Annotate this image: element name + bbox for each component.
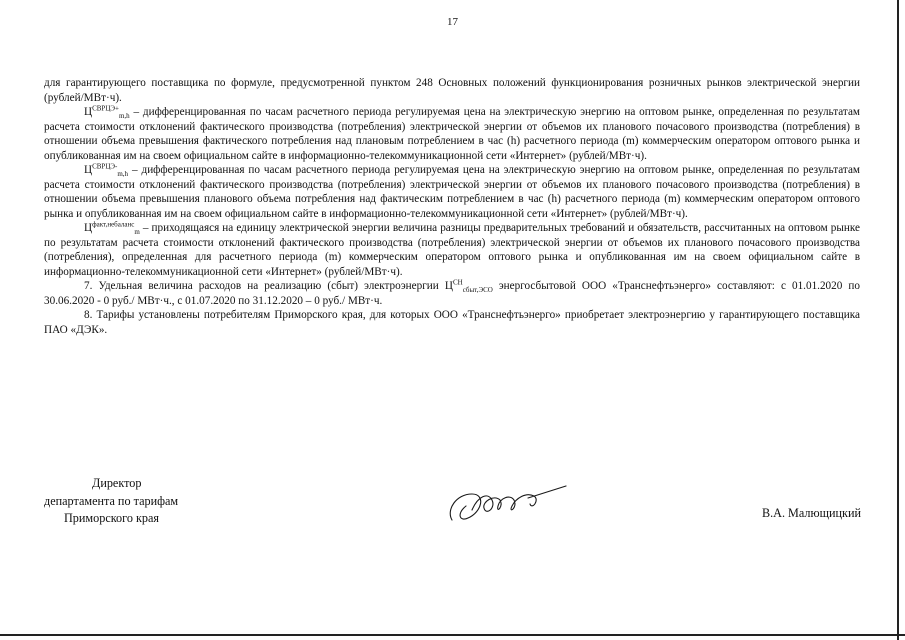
page-number: 17 — [447, 16, 458, 28]
formula-symbol: $Ц^{СВРЦЭ-}_{m,h}$ — [84, 162, 129, 179]
signer-name: В.А. Малющицкий — [761, 506, 861, 520]
formula-symbol: $Ц^{СН}_{сбыт,ЭСО}$ — [444, 278, 493, 295]
paragraph-price-plus: $Ц^{СВРЦЭ+}_{m,h}$ – дифференцированная по часам расчетного периода регулируемая цена на электрическую энергию на оптовом рынке, определенная по результатам расчета стоимости отклонений фактического производства (потребления) электрической энергии от объемов их планового почасового производства (потребления) в отношении объема превышения фактического потребления над плановым потреблением в час (h) расчетного периода (m) коммерческим оператором оптового рынка и опубликованная им на своем официальном сайте в информационно-телекоммуникационной сети «Интернет» (рублей/МВт·ч). — [44, 104, 860, 162]
formula-symbol: $Ц^{СВРЦЭ+}_{m,h}$ — [84, 104, 130, 121]
paragraph-imbalance: $Ц^{факт,небаланс}_m$ – приходящаяся на единицу электрической энергии величина разницы предварительных требований и обязательств, рассчитанных на оптовом рынке по результатам расчета стоимости отклонений фактического производства (потребления) электрической энергии от объемов их планового почасового производства (потребления), определенная для расчетного периода (m) коммерческим оператором оптового рынка и опубликованная им на своем официальном сайте в информационно-телекоммуникационной сети «Интернет» (рублей/МВт·ч). — [44, 220, 860, 278]
handwritten-signature — [442, 480, 572, 530]
paragraph-continuation: для гарантирующего поставщика по формуле, предусмотренной пунктом 248 Основных положений функционирования розничных рынков электрической энергии (рублей/МВт·ч). — [44, 77, 860, 104]
signatory-title: Директор департамента по тарифам Приморского края — [44, 476, 179, 525]
scan-border-bottom — [0, 634, 905, 636]
paragraph-item-7: 7. Удельная величина расходов на реализацию (сбыт) электроэнергии $Ц^{СН}_{сбыт,ЭСО}$ энергосбытовой ООО «Транснефтьэнерго» составляют: с 01.01.2020 по 30.06.2020 - 0 руб./ МВт·ч., с 01.07.2020 по 31.12.2020 – 0 руб./ МВт·ч. — [44, 278, 860, 307]
paragraph-item-8: 8. Тарифы установлены потребителям Приморского края, для которых ООО «Транснефтьэнерго» приобретает электроэнергию у гарантирующего поставщика ПАО «ДЭК». — [44, 309, 860, 336]
document-body — [44, 76, 860, 337]
formula-symbol: $Ц^{факт,небаланс}_m$ — [84, 220, 140, 237]
scan-border-right — [897, 0, 899, 640]
paragraph-price-minus: $Ц^{СВРЦЭ-}_{m,h}$ – дифференцированная по часам расчетного периода регулируемая цена на электрическую энергию на оптовом рынке, определенная по результатам расчета стоимости отклонений фактического производства (потребления) электрической энергии от объемов их планового почасового производства (потребления) в отношении объема превышения планового объема потребления над фактическим потреблением в час (h) расчетного периода (m) коммерческим оператором оптового рынка и опубликованная им на своем официальном сайте в информационно-телекоммуникационной сети «Интернет» (рублей/МВт·ч). — [44, 162, 860, 220]
